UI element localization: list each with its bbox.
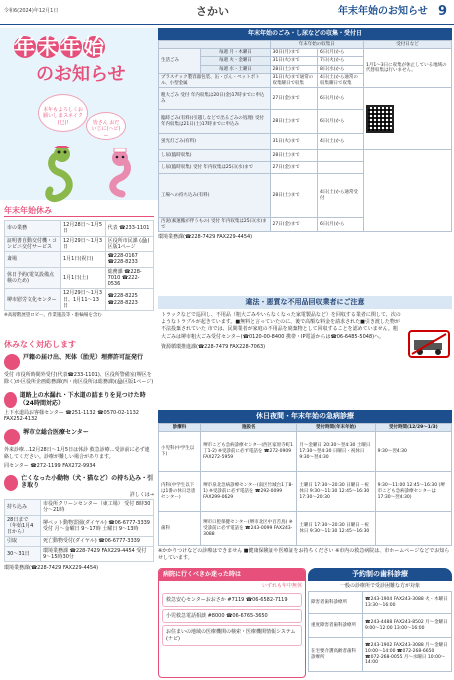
table-row (5, 252, 154, 268)
row-value: 12月29日～1月3日、1月11～13日 (61, 289, 106, 311)
table-row (159, 150, 452, 162)
qr-code-icon (366, 105, 394, 133)
notice-heading: 違法・悪質な不用品回収業者にご注意 (158, 296, 452, 309)
hero-char: 末 (37, 35, 59, 59)
table-row (5, 221, 154, 237)
hero-title (14, 34, 106, 60)
row-extra: ☎228-0167 ☎228-8233 (105, 252, 153, 268)
row-a: 30日(月)まで (270, 48, 318, 56)
closures-section (4, 206, 154, 319)
col-header: 受付時間(12/29～1/3) (375, 423, 451, 432)
row-value: ☎243-1904 FAX243-3088 火・木曜日 13:30～16:00 (363, 592, 452, 614)
garbage-heading: 年末年始のごみ・し尿などの収集・受付日 (158, 28, 452, 40)
row-value: 1月1日(祝日) (61, 252, 106, 268)
row-extra: ☎228-8225 ☎228-8223 (105, 289, 153, 311)
city-name: さかい (196, 5, 229, 18)
row-b: 4日(土)から通常の収集曜日で収集 (318, 74, 364, 88)
table-row (309, 638, 452, 672)
notice-footer: 資源循環推進課(☎228-7479 FAX228-7063) (161, 343, 266, 350)
row-a: 27日(金)まで (270, 88, 318, 110)
hero-char: 年 (60, 35, 82, 59)
medical-table (158, 423, 452, 547)
hero-char: 年 (14, 35, 36, 59)
hero-banner (0, 28, 158, 200)
row-a: 27日(金)まで (270, 162, 318, 174)
row-sub: 毎週 水・土曜日 (201, 65, 270, 73)
row-category: プラスチック製容器包装、缶・びん・ペットボトル、小型金属 (159, 74, 271, 88)
row-value: 市役所クリーンセンター（東工場） 受付 8時30分～21時 (41, 500, 154, 516)
row-extra: 総務課 ☎228-7010 ☎222-0536 (105, 267, 153, 289)
pickup-note: 詳しくは→ (129, 491, 154, 498)
item-tel: 同センター ☎272-1199 FAX272-9934 (4, 462, 96, 469)
medical-notes: ※かかりつけなどの診療はできません ■健康保険証や医療証をお持ちください ※市内の救急病院は、市ホームページなどでお知らせしています。 (158, 548, 450, 561)
row-b: 4日(土)から通常受付 (318, 174, 364, 218)
snake-mascot-icon (40, 146, 84, 206)
item-title: 道路上の水漏れ・下水道の詰まりを見つけた時（24時間対応） (19, 392, 146, 407)
sick-sub: いずれも年中無休 (261, 582, 302, 589)
row-label: 持ち込み (5, 500, 41, 516)
dept: 歯科 (159, 512, 201, 546)
issue-date: 令和6(2024)年12月1日 (4, 8, 59, 14)
row-value: ☎243-4488 FAX243-8502 月～金曜日 9:00～12:00 13:00～16:00 (363, 614, 452, 638)
closures-table (4, 220, 154, 311)
pickup-table (4, 499, 154, 562)
speech-bubble: 本年もよろしくお願いしまスネイク(巳)! (38, 94, 88, 132)
col-note: 受付日など (363, 40, 451, 48)
row-value: 12月28日～1月5日 (61, 221, 106, 237)
time2: 9:30～11:00 12:45～16:30 (堺市こども急病診療センターは 17:30～翌4:30) (375, 472, 451, 512)
page-header (0, 0, 454, 26)
row-b: 6日(月)から (318, 218, 364, 232)
garbage-table (158, 40, 452, 233)
garbage-section (158, 28, 452, 240)
col-header: 施設名 (201, 423, 297, 432)
row-value: 環境業務課 ☎228-7429 FAX229-4454 受付 9～15時30分 (41, 546, 154, 562)
hero-subtitle: のお知らせ (36, 64, 126, 85)
table-row (159, 472, 452, 512)
item-text: 外来診療…12月28日～1月5日は休診 救急診療…受診前に必ず連絡してください。診療が難しい場合があります。 (4, 446, 150, 460)
item-title: 堺市立総合医療センター (23, 428, 89, 436)
list-item: お住まいの地域の医療機関の検索・医療機関情報システム(ナビ) (162, 625, 302, 646)
illegal-truck-icon (408, 330, 450, 358)
hospital-icon (4, 429, 20, 445)
item-text: 受付 市役所時間外受付(代表☎233-1101)、区役所警備室(堺区を除く)か区役所企画総務課(西・南区役所は総務課)(🖨区版1ページ) (4, 372, 154, 385)
row-label: 休日予約(電気設備点検のため) (5, 267, 61, 289)
table-row (159, 48, 452, 56)
row-value: 12月29日～1月3日 (61, 236, 106, 252)
time1: 土曜日 17:30～20:30 日曜日・祝休日 9:30～11:30 12:45～16:30 (297, 512, 375, 546)
table-row (5, 289, 154, 311)
closures-heading: 年末年始休み (4, 206, 154, 217)
row-a: 28日(土)まで (270, 110, 318, 134)
row-a: 31日(火)まで通常の収集曜日で収集 (270, 74, 318, 88)
list-item: 救急安心センターおおさか #7119 ☎06-6582-7119 (162, 593, 302, 607)
row-b: 6日(月)から (318, 88, 364, 110)
table-row (5, 515, 154, 537)
row-b: 7日(火)から (318, 57, 364, 65)
page-number: 9 (438, 4, 448, 19)
table-header-row (159, 423, 452, 432)
row-b: 6日(月)から (318, 110, 364, 134)
table-row (309, 614, 452, 638)
item-title: 亡くなった小動物（犬・猫など）の持ち込み・引き取り (21, 474, 154, 490)
row-b: 8日(水)から (318, 65, 364, 73)
notice-text: トラックなどで巡回し、不用品（粗大ごみやいらなくなった家電製品など）を回収する業者に関して、次のようなトラブルが起きています。■無料と言っていたのに、後で高額な料金を請求された■引き渡した物が不法投棄されていた 市では、民間業者が家庭の不用品を廃棄物として回収することを認めていません。粗大ごみは堺市粗大ごみ受付センター(☎0120-00-8400 携帯・IP電話からは☎06-6485-5048)へ。 (161, 311, 401, 340)
row-label: 市の業務 (5, 221, 61, 237)
place: 堺市こども急病診療センター(西区家原寺町1丁1-2) ※受診前に必ず電話を ☎272-0909 FAX272-5959 (201, 432, 297, 472)
row-category: 臨時ごみ(有料)(引越しなどで出るごみの処理) 受付 年内収集は21日(土)17時までに申込み (159, 110, 271, 134)
time2: 9:30～翌4:30 (375, 432, 451, 472)
row-label: 障害者歯科診療所 (309, 592, 363, 614)
sick-section (158, 568, 306, 678)
garbage-side-note: 1月1～3日に収集が休止している地域の代替収集は行いません。 (363, 48, 451, 87)
row-category: 汚泥(素運搬が伴うもの) 受付 年内収集は25日(水)まで (159, 218, 271, 232)
col-header: 診療科 (159, 423, 201, 432)
row-label: 在宅要介護高齢者歯科診療所 (309, 638, 363, 672)
table-header-row (159, 40, 452, 48)
page-title: 年末年始のお知らせ (338, 6, 428, 17)
row-category: し尿(臨時収集) 受付 年内収集は25日(水)まで (159, 162, 271, 174)
medical-section (158, 410, 452, 561)
row-value: 堺ペット動物霊園(ダイヤル) ☎06-6777-3339 受付 月～金曜日 9～17時 土曜日 9～13時 (41, 515, 154, 537)
table-row (309, 592, 452, 614)
item-title: 戸籍の届け出、死体（胎児）埋葬許可証発行 (23, 354, 144, 361)
row-category: 生活ごみ (159, 48, 201, 73)
rest-heading: 休みなく対応します (4, 340, 76, 349)
dental-section (308, 568, 452, 678)
table-row (5, 537, 154, 546)
row-a: 27日(金)まで (270, 218, 318, 232)
table-row (5, 236, 154, 252)
header-rule (0, 24, 454, 25)
row-label: 引取 (5, 537, 41, 546)
hero-char: 始 (83, 35, 105, 59)
time1: 月～金曜日 20:30～翌4:30 土曜日 17:30～翌4:30 日曜日・祝休日 9:30～翌4:30 (297, 432, 375, 472)
time2 (375, 512, 451, 546)
row-category: 粗大ごみ 受付 年内収集は20日(金)17時までに申込み (159, 88, 271, 110)
row-value: 死亡動物受付(ダイヤル) ☎06-6777-3339 (41, 537, 154, 546)
table-row (159, 88, 452, 110)
place: 堺市泉北急病診療センター(南区竹城台1丁8-1) ※受診前に必ず電話を ☎292-0099 FAX299-0629 (201, 472, 297, 512)
snake-nurse-icon (100, 148, 140, 198)
row-a: 28日(土)まで (270, 174, 318, 218)
garbage-footer: 環境業務課(☎228-7429 FAX229-4454) (158, 234, 253, 241)
row-sub: 毎週 火・金曜日 (201, 57, 270, 65)
row-value: 1月1日(土) (61, 267, 106, 289)
row-category: 蛍光灯ごみ(有料) (159, 134, 271, 150)
rest-section (4, 354, 154, 571)
row-b: 6日(月)から (318, 48, 364, 56)
row-extra: 区役所市民課 (🖨)区版1ページ (105, 236, 153, 252)
place: 堺市口腔保健センター(堺市北区中百舌鳥) ※受診前に必ず電話を ☎243-0099 FAX243-3088 (201, 512, 297, 546)
col-head: 年末年始の収集日 (270, 40, 363, 48)
dept: 内科(中学生以下は1番の休日急患センター) (159, 472, 201, 512)
row-label: 重度障害者歯科診療所 (309, 614, 363, 638)
row-sub: 毎週 月・木曜日 (201, 48, 270, 56)
row-a: 28日(土)まで (270, 150, 318, 162)
list-item: 小児救急電話相談 #8000 ☎06-6765-3650 (162, 609, 302, 623)
row-a: 28日(土)まで (270, 65, 318, 73)
table-row (159, 432, 452, 472)
speech-bubble: 皆さん おだいじに(ヘビ)ー (86, 112, 126, 140)
sick-heading: 病院に行くべきか迷った時は (159, 569, 305, 581)
pet-icon (4, 475, 18, 491)
row-label: 証明書自動交付機・コンビニ交付サービス (5, 236, 61, 252)
row-label: 堺市慰労文化センター (5, 289, 61, 311)
time1: 土曜日 17:30～20:30 日曜日・祝休日 9:30～11:30 12:45～16:30 17:30～20:30 (297, 472, 375, 512)
row-extra: 代表 ☎233-1101 (105, 221, 153, 237)
row-category: 工場への持ち込み(有料) (159, 174, 271, 218)
row-label: 30～31日 (5, 546, 41, 562)
document-icon (4, 354, 20, 370)
table-row (159, 512, 452, 546)
col-header: 受付時間(年末年始) (297, 423, 375, 432)
table-row (5, 500, 154, 516)
row-a: 31日(火)まで (270, 134, 318, 150)
water-icon (4, 392, 17, 408)
item-text: 上下水道局お客様センター ☎251-1132 ☎0570-02-1132 FAX252-4132 (4, 410, 139, 423)
row-b: 4日(土)から (318, 134, 364, 150)
closures-note: ※高層階展望ロビー、作業施設等・駐輪場を含む (4, 313, 102, 318)
table-row (5, 267, 154, 289)
row-value: ☎243-1902 FAX243-3088 月～金曜日 10:00～14:00 ☎072-268-6650 ☎072-268-0055 月～水曜日 10:00～14:00 (363, 638, 452, 672)
row-b (318, 150, 364, 162)
row-label: 28日まで（年始1月4日から） (5, 515, 41, 537)
dental-table (308, 591, 452, 672)
table-row (5, 546, 154, 562)
dental-sub: 一般の診療所で受診困難な方が対象 (339, 582, 420, 589)
medical-heading: 休日夜間・年末年始の急病診療 (158, 410, 452, 423)
row-a: 31日(火)まで (270, 57, 318, 65)
row-b (318, 162, 364, 174)
row-label: 斎場 (5, 252, 61, 268)
dept: 小児科(中学生以下) (159, 432, 201, 472)
row-category: し尿(臨時収集) (159, 150, 271, 162)
rest-footer: 環境業務課(☎228-7429 FAX229-4454) (4, 565, 99, 571)
dental-heading: 予約制の歯科診療 (308, 568, 452, 581)
